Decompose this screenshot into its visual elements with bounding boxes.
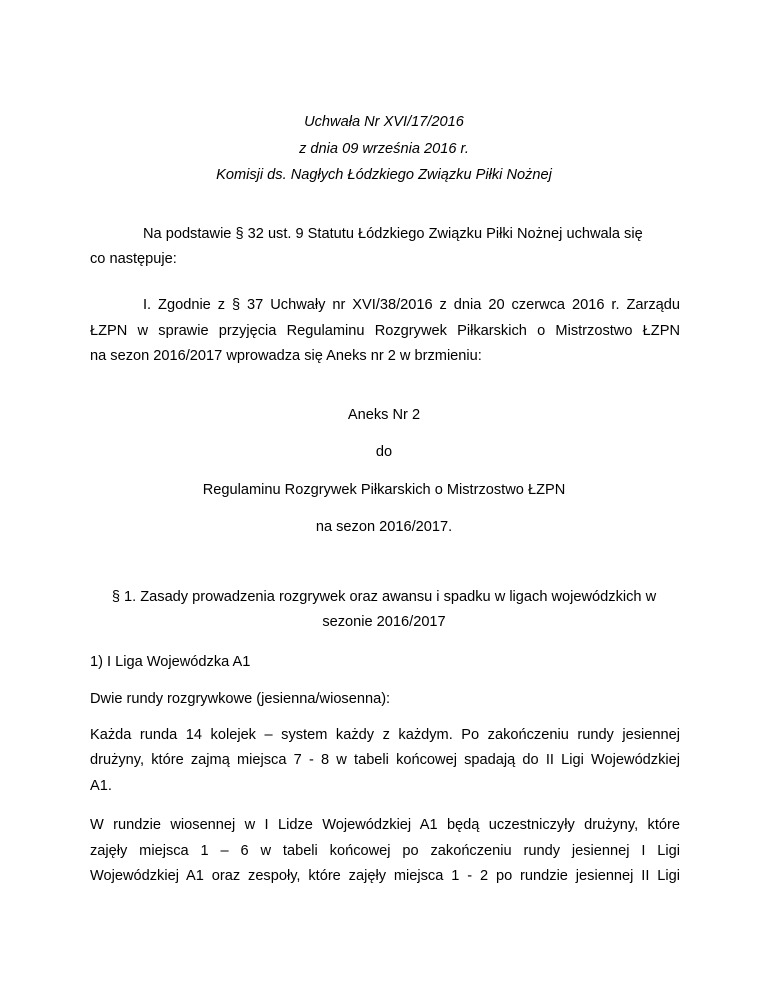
- annex-do: do: [375, 444, 393, 460]
- paragraph-2-text-line-1: W rundzie wiosennej w I Lidze Wojewódzkiej A1 będą uczestniczyły drużyny, które: [90, 817, 680, 833]
- paragraph-2-text-line-2: zajęły miejsca 1 – 6 w tabeli końcowej po zakończeniu rundy jesiennej I Ligi: [90, 843, 680, 859]
- league-title: 1) I Liga Wojewódzka A1: [90, 654, 251, 670]
- paragraph-1-text-line-1: Każda runda 14 kolejek – system każdy z każdym. Po zakończeniu rundy jesiennej: [90, 727, 680, 743]
- annex-title: Aneks Nr 2: [347, 407, 421, 423]
- resolution-number: Uchwała Nr XVI/17/2016: [304, 114, 464, 130]
- paragraph-1-text-line-3: A1.: [90, 778, 112, 794]
- intro-line-1: Na podstawie § 32 ust. 9 Statutu Łódzkiego Związku Piłki Nożnej uchwala się: [143, 226, 643, 242]
- resolution-date: z dnia 09 września 2016 r.: [299, 141, 469, 157]
- rounds-description: Dwie rundy rozgrywkowe (jesienna/wiosenna):: [90, 691, 391, 707]
- paragraph-2-text-line-3: Wojewódzkiej A1 oraz zespoły, które zajęły miejsca 1 - 2 po rundzie jesiennej II Ligi: [90, 868, 680, 884]
- annex-season: na sezon 2016/2017.: [315, 519, 453, 535]
- committee-name: Komisji ds. Nagłych Łódzkiego Związku Piłki Nożnej: [216, 167, 552, 183]
- section-i-line-1: I. Zgodnie z § 37 Uchwały nr XVI/38/2016 z dnia 20 czerwca 2016 r. Zarządu: [143, 297, 680, 313]
- section-i-line-3: na sezon 2016/2017 wprowadza się Aneks nr 2 w brzmieniu:: [90, 348, 482, 364]
- annex-regulation-name: Regulaminu Rozgrywek Piłkarskich o Mistrzostwo ŁZPN: [202, 482, 566, 498]
- paragraph-1-heading-line-2: sezonie 2016/2017: [322, 614, 446, 630]
- intro-line-2: co następuje:: [90, 251, 177, 267]
- paragraph-1-heading-line-1: § 1. Zasady prowadzenia rozgrywek oraz awansu i spadku w ligach wojewódzkich w: [111, 589, 657, 605]
- section-i-line-2: ŁZPN w sprawie przyjęcia Regulaminu Rozgrywek Piłkarskich o Mistrzostwo ŁZPN: [90, 323, 680, 339]
- paragraph-1-text-line-2: drużyny, które zajmą miejsca 7 - 8 w tabeli końcowej spadają do II Ligi Wojewódzkiej: [90, 752, 680, 768]
